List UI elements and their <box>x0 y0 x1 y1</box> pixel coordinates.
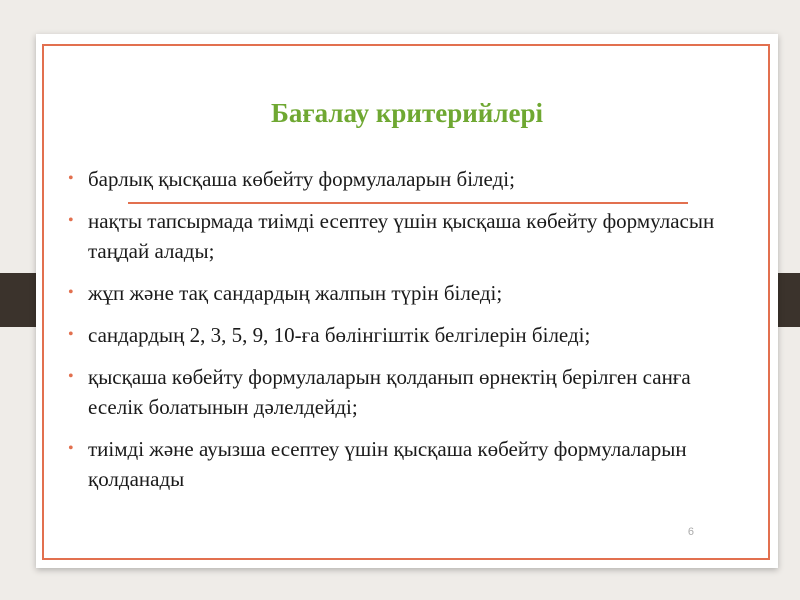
criteria-text: қысқаша көбейту формулаларын қолданып өрнектің берілген санға еселік болатынын дәлелдейді; <box>88 365 691 419</box>
criteria-item <box>68 278 748 308</box>
bullet-icon: • <box>68 368 74 385</box>
criteria-item <box>68 434 748 494</box>
criteria-text: барлық қысқаша көбейту формулаларын біледі; <box>88 167 515 191</box>
criteria-text: жұп және тақ сандардың жалпын түрін біледі; <box>88 281 503 305</box>
bullet-icon: • <box>68 170 74 187</box>
criteria-text: сандардың 2, 3, 5, 9, 10-ға бөлінгіштік белгілерін біледі; <box>88 323 591 347</box>
slide-card <box>36 34 778 568</box>
bullet-icon: • <box>68 440 74 457</box>
slide-page-number: 6 <box>687 526 694 538</box>
criteria-item <box>68 164 748 194</box>
criteria-item <box>68 362 748 422</box>
bullet-icon: • <box>68 284 74 301</box>
criteria-item <box>68 206 748 266</box>
criteria-text: тиімді және ауызша есептеу үшін қысқаша көбейту формулаларын қолданады <box>88 437 687 491</box>
bullet-icon: • <box>68 326 74 343</box>
criteria-list <box>68 164 748 506</box>
bullet-icon: • <box>68 212 74 229</box>
slide-title: Бағалау критерийлері <box>270 98 544 128</box>
criteria-item <box>68 320 748 350</box>
criteria-text: нақты тапсырмада тиімді есептеу үшін қысқаша көбейту формуласын таңдай алады; <box>88 209 715 263</box>
